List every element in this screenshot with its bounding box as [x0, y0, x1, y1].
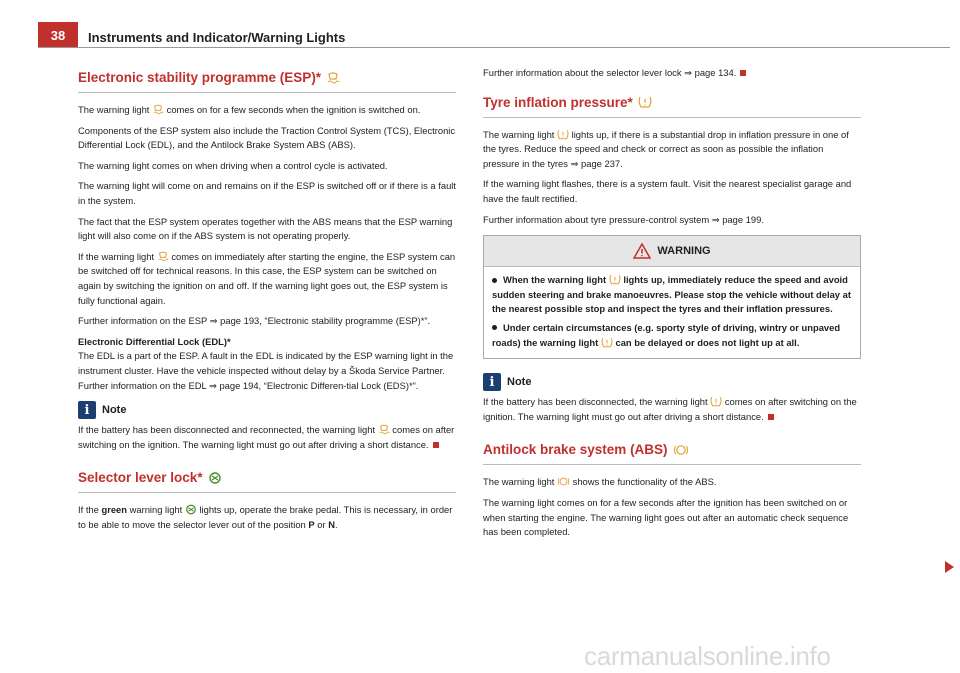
warning-triangle-icon: [633, 243, 651, 259]
abs-warning-icon: [673, 444, 689, 456]
esp-paragraph-1: The warning light comes on for a few seconds when the ignition is switched on.: [78, 104, 421, 115]
header-rule: [38, 47, 950, 48]
edl-subheading: Electronic Differential Lock (EDL)*: [78, 335, 231, 347]
bullet-icon: [492, 325, 497, 330]
abs-heading: [483, 442, 861, 465]
selector-lever-lock-icon: [185, 504, 197, 515]
esp-paragraph-4: The warning light will come on and remains on if the ESP is switched off or if there is a fault in the system.: [78, 180, 456, 206]
right-column: [483, 66, 861, 546]
tyre-pressure-icon: [609, 274, 621, 285]
ref-arrow-icon: ⇒: [208, 379, 217, 391]
ref-arrow-icon: ⇒: [209, 315, 218, 327]
section-end-mark: [433, 442, 439, 448]
warning-label: WARNING: [657, 245, 711, 258]
edl-paragraph: The EDL is a part of the ESP. A fault in the EDL is indicated by the ESP warning light in the instrument cluster. Have the vehicle inspected without delay by a Škoda Service Partner. Further information on the EDL ⇒ page 194, “Electronic Differen-tial Lock (EDS)*”.: [78, 350, 454, 391]
selector-heading: [78, 470, 456, 493]
page-number: 38: [38, 22, 78, 48]
esp-heading: [78, 70, 456, 93]
continue-arrow-icon: [945, 561, 954, 573]
abs-heading-text: Antilock brake system (ABS): [483, 442, 668, 458]
abs-warning-icon: [557, 476, 570, 487]
ref-arrow-icon: ⇒: [684, 67, 693, 78]
tyre-pressure-icon: [710, 396, 722, 407]
tyre-paragraph-1: The warning light lights up, if there is a substantial drop in inflation pressure in one of the tyres. Reduce the speed and check or correct as soon as possible the inflation pressure in the tyres ⇒ page 237.: [483, 128, 849, 169]
esp-warning-icon: [152, 104, 164, 115]
esp-warning-icon: [326, 72, 340, 84]
abs-paragraph-2: The warning light comes on for a few seconds after the ignition has been switched on or when starting the engine. The warning light goes out after an automatic check sequence has been completed.: [483, 496, 849, 538]
tyre-pressure-icon: [557, 129, 569, 140]
esp-note-label: Note: [102, 404, 127, 417]
warning-body: [484, 267, 860, 358]
warning-heading: [484, 236, 860, 267]
selector-paragraph: If the green warning light lights up, operate the brake pedal. This is necessary, in order to be able to move the selector lever out of the position P or N.: [78, 504, 453, 530]
warning-item-1: When the warning light lights up, immediately reduce the speed and avoid sudden steering and brake manoeuvres. Please stop the vehicle without delay at the nearest possible stop and inspect the tyres and their inflation pressures.: [492, 274, 851, 315]
ref-arrow-icon: ⇒: [711, 213, 720, 225]
tyre-paragraph-2: If the warning light flashes, there is a system fault. Visit the nearest specialist garage and have the fault rectified.: [483, 178, 852, 204]
info-note-icon: i: [483, 373, 501, 391]
esp-paragraph-7: Further information on the ESP ⇒ page 193, “Electronic stability programme (ESP)*”.: [78, 315, 431, 327]
page-header-title: Instruments and Indicator/Warning Lights: [88, 30, 346, 45]
esp-note-heading: [78, 401, 456, 419]
tyre-heading-text: Tyre inflation pressure*: [483, 94, 633, 110]
tyre-paragraph-3: Further information about tyre pressure-control system ⇒ page 199.: [483, 213, 764, 225]
esp-paragraph-6: If the warning light comes on immediately after starting the engine, the ESP system can be switched off for technical reasons. In this case, the ESP system can be switched on again by switching the ignition on and off. If the warning light goes out, the ESP system is fully functional again.: [78, 250, 456, 306]
warning-item-2: Under certain circumstances (e.g. sporty style of driving, wintry or unpaved roads) the warning light can be delayed or does not light up at all.: [492, 321, 841, 348]
esp-note-text: If the battery has been disconnected and reconnected, the warning light comes on after switching on the ignition. The warning light must go out after driving a short distance.: [78, 424, 455, 450]
selector-further-info: Further information about the selector lever lock ⇒ page 134.: [483, 66, 861, 81]
watermark: carmanualsonline.info: [584, 641, 831, 671]
esp-paragraph-2: Components of the ESP system also include the Traction Control System (TCS), Electronic Differential Lock (EDL), and the Antilock Brake System ABS (ABS).: [78, 124, 456, 151]
esp-warning-icon: [378, 424, 390, 435]
tyre-heading: [483, 95, 861, 118]
esp-paragraph-5: The fact that the ESP system operates together with the ABS means that the ESP warning light will also come on if the ABS system is not operating properly.: [78, 215, 453, 242]
tyre-pressure-icon: [638, 96, 652, 108]
selector-lever-lock-icon: [208, 472, 222, 484]
tyre-note-label: Note: [507, 376, 532, 389]
ref-arrow-icon: ⇒: [570, 157, 579, 169]
left-column: [78, 70, 456, 538]
bullet-icon: [492, 278, 497, 283]
section-end-mark: [740, 70, 746, 76]
tyre-note-heading: [483, 373, 861, 391]
esp-paragraph-3: The warning light comes on when driving when a control cycle is activated.: [78, 159, 388, 171]
abs-paragraph-1: The warning light shows the functionality of the ABS.: [483, 476, 717, 488]
esp-heading-text: Electronic stability programme (ESP)*: [78, 70, 322, 85]
tyre-note-text: If the battery has been disconnected, the warning light comes on after switching on the ignition. The warning light must go out after driving a short distance.: [483, 396, 857, 422]
info-note-icon: i: [78, 401, 96, 419]
selector-heading-text: Selector lever lock*: [78, 470, 203, 486]
tyre-warning-box: [483, 235, 861, 359]
section-end-mark: [768, 414, 774, 420]
esp-warning-icon: [157, 251, 169, 262]
tyre-pressure-icon: [601, 337, 613, 348]
